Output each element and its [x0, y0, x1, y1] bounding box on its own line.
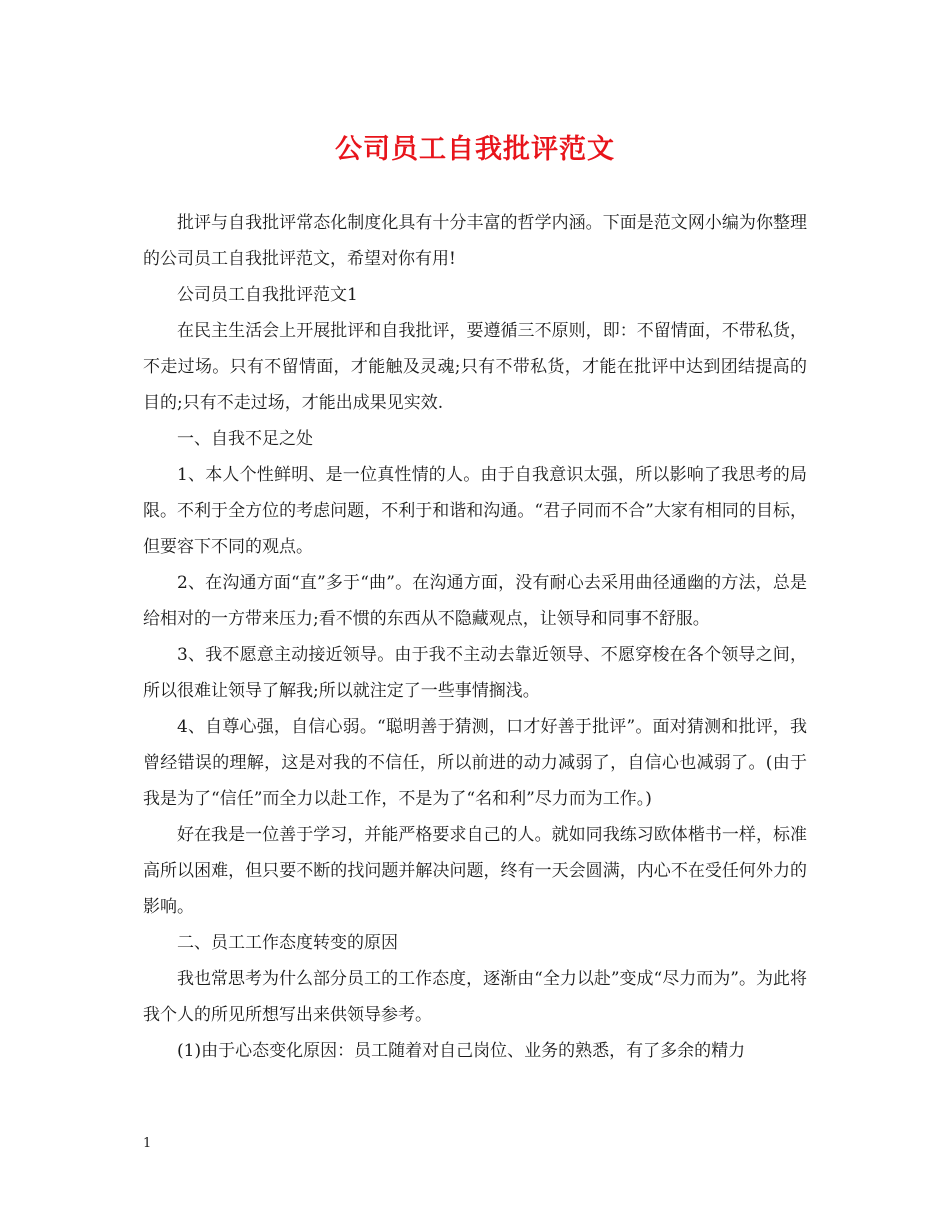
section-heading-2: 二、员工工作态度转变的原因 [177, 933, 398, 953]
paragraph-principles: 在民主生活会上开展批评和自我批评，要遵循三不原则，即：不留情面，不带私货，不走过场。只有不留情面，才能触及灵魂;只有不带私货，才能在批评中达到团结提高的目的;只有不走过场，才能出成果见实效. [143, 321, 807, 413]
paragraph-reflection: 我也常思考为什么部分员工的工作态度，逐渐由“全力以赴”变成“尽力而为”。为此将我个人的所见所想写出来供领导参考。 [143, 969, 807, 1025]
page-number: 1 [143, 1136, 152, 1151]
paragraph-item-4: 4、自尊心强，自信心弱。“聪明善于猜测，口才好善于批评”。面对猜测和批评，我曾经错误的理解，这是对我的不信任，所以前进的动力减弱了，自信心也减弱了。(由于我是为了“信任”而全力以赴工作，不是为了“名和利”尽力而为工作。) [143, 717, 807, 809]
paragraph-reason-1: (1)由于心态变化原因：员工随着对自己岗位、业务的熟悉，有了多余的精力 [177, 1041, 746, 1061]
paragraph-item-2: 2、在沟通方面“直”多于“曲”。在沟通方面，没有耐心去采用曲径通幽的方法，总是给相对的一方带来压力;看不惯的东西从不隐藏观点，让领导和同事不舒服。 [143, 573, 807, 629]
paragraph-summary: 好在我是一位善于学习，并能严格要求自己的人。就如同我练习欧体楷书一样，标准高所以困难，但只要不断的找问题并解决问题，终有一天会圆满，内心不在受任何外力的影响。 [143, 825, 807, 917]
section-heading-1: 一、自我不足之处 [177, 429, 313, 449]
document-title: 公司员工自我批评范文 [335, 134, 615, 165]
paragraph-intro: 批评与自我批评常态化制度化具有十分丰富的哲学内涵。下面是范文网小编为你整理的公司员工自我批评范文，希望对你有用! [143, 213, 807, 269]
paragraph-item-1: 1、本人个性鲜明、是一位真性情的人。由于自我意识太强，所以影响了我思考的局限。不利于全方位的考虑问题，不利于和谐和沟通。“君子同而不合”大家有相同的目标，但要容下不同的观点。 [143, 465, 807, 557]
document-body [143, 205, 807, 1069]
paragraph-item-3: 3、我不愿意主动接近领导。由于我不主动去靠近领导、不愿穿梭在各个领导之间，所以很难让领导了解我;所以就注定了一些事情搁浅。 [143, 645, 807, 701]
paragraph-subtitle: 公司员工自我批评范文1 [177, 285, 358, 305]
